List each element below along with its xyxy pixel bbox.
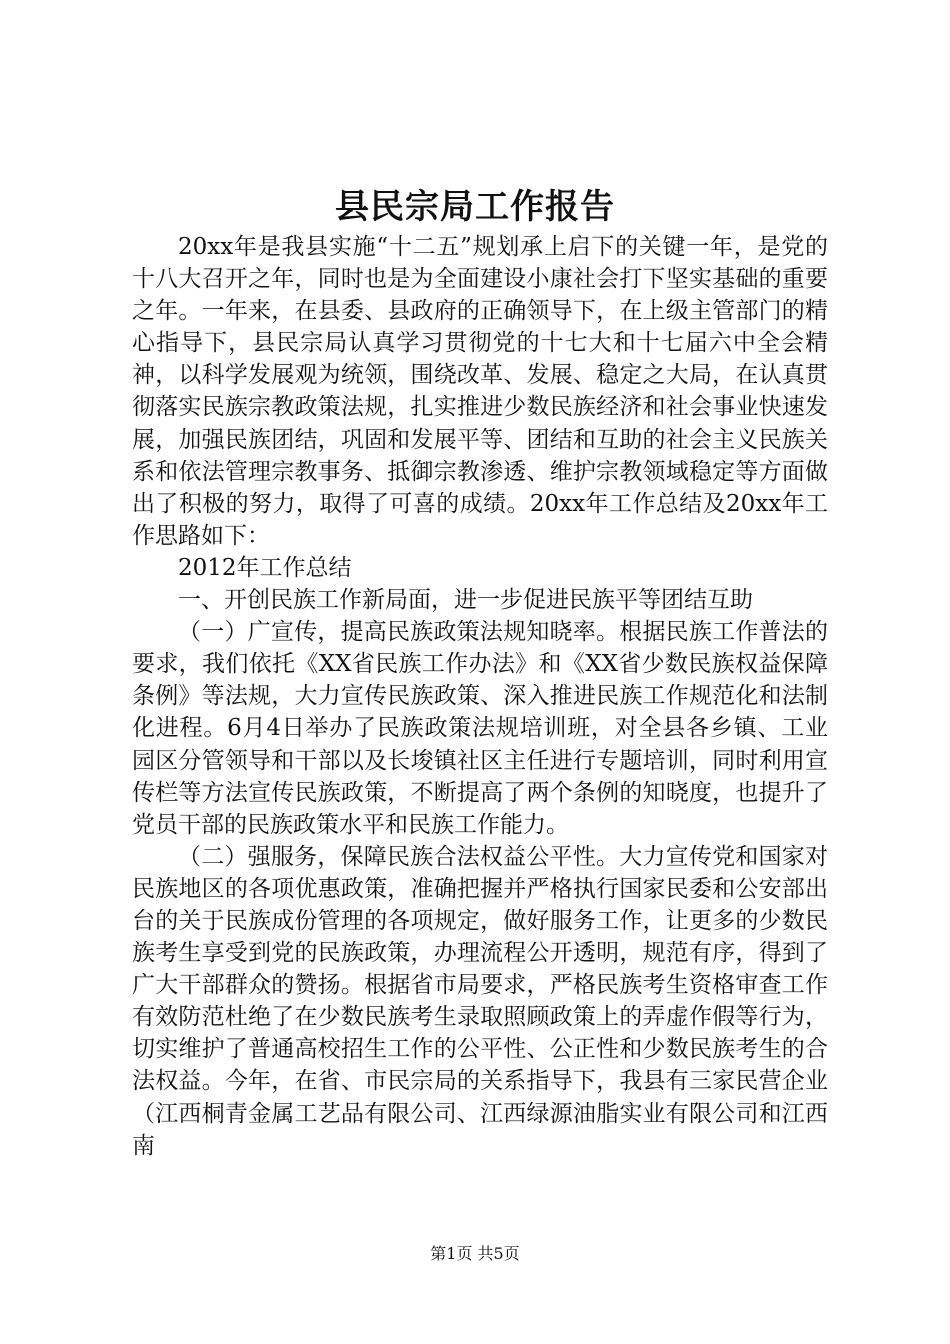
document-title: 县民宗局工作报告: [335, 187, 615, 227]
intro-paragraph: 20xx年是我县实施“十二五”规划承上启下的关键一年，是党的十八大召开之年，同时也是为全面建设小康社会打下坚实基础的重要之年。一年来，在县委、县政府的正确领导下，在上级主管部门的精心指导下，县民宗局认真学习贯彻党的十七大和十七届六中全会精神，以科学发展观为统领，围绕改革、发展、稳定之大局，在认真贯彻落实民族宗教政策法规，扎实推进少数民族经济和社会事业快速发展，加强民族团结，巩固和发展平等、团结和互助的社会主义民族关系和依法管理宗教事务、抵御宗教渗透、维护宗教领域稳定等方面做出了积极的努力，取得了可喜的成绩。20xx年工作总结及20xx年工作思路如下：: [132, 234, 828, 549]
subsection-paragraph-publicity: （一）广宣传，提高民族政策法规知晓率。根据民族工作普法的要求，我们依托《XX省民族工作办法》和《XX省少数民族权益保障条例》等法规，大力宣传民族政策、深入推进民族工作规范化和法制化进程。6月4日举办了民族政策法规培训班，对全县各乡镇、工业园区分管领导和干部以及长埈镇社区主任进行专题培训，同时利用宣传栏等方法宣传民族政策，不断提高了两个条例的知晓度，也提升了党员干部的民族政策水平和民族工作能力。: [132, 619, 828, 838]
document-body: [132, 231, 828, 1162]
page-number-footer: 第1页 共5页: [430, 1244, 520, 1263]
section-heading-ethnic-work: 一、开创民族工作新局面，进一步促进民族平等团结互助: [178, 587, 753, 614]
subsection-paragraph-service: （二）强服务，保障民族合法权益公平性。大力宣传党和国家对民族地区的各项优惠政策，准确把握并严格执行国家民委和公安部出台的关于民族成份管理的各项规定，做好服务工作，让更多的少数民族考生享受到党的民族政策，办理流程公开透明，规范有序，得到了广大干部群众的赞扬。根据省市局要求，严格民族考生资格审查工作有效防范杜绝了在少数民族考生录取照顾政策上的弄虚作假等行为，切实维护了普通高校招生工作的公平性、公正性和少数民族考生的合法权益。今年，在省、市民宗局的关系指导下，我县有三家民营企业（江西桐青金属工艺品有限公司、江西绿源油脂实业有限公司和江西南: [132, 843, 828, 1159]
section-heading-summary: 2012年工作总结: [178, 554, 352, 581]
